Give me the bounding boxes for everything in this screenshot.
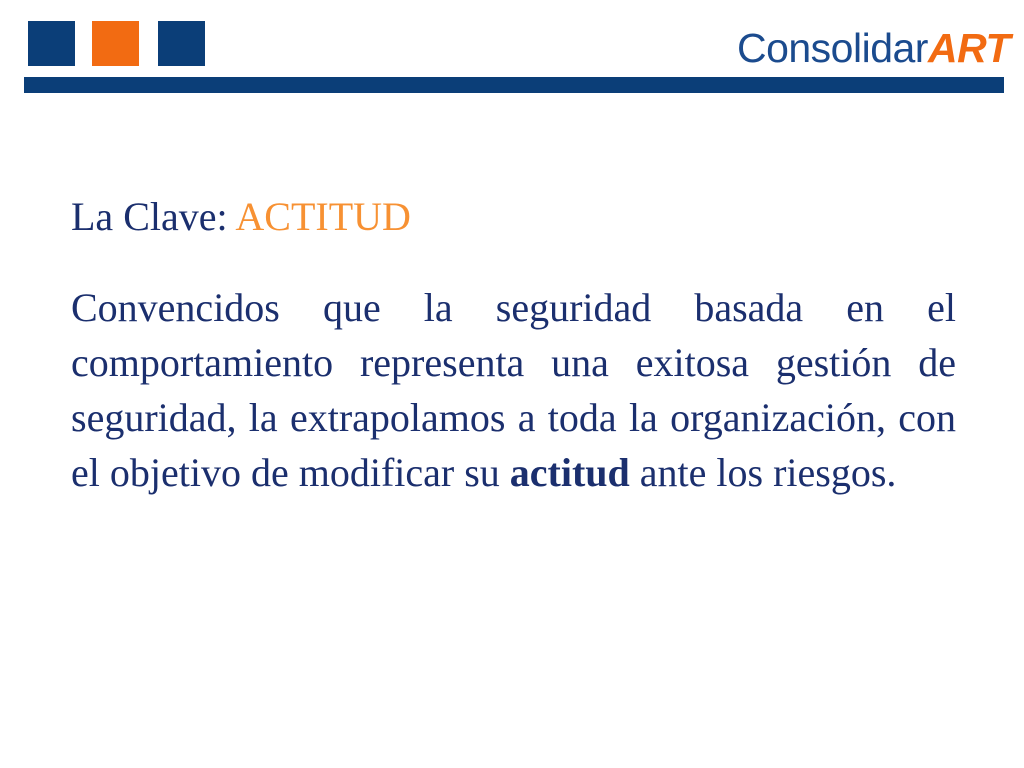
consolidar-art-logo bbox=[737, 24, 1010, 72]
decorative-square-orange bbox=[92, 21, 139, 66]
logo-text-main: Consolidar bbox=[736, 25, 928, 71]
logo-text-accent: ART bbox=[927, 25, 1010, 71]
body-text-end: ante los riesgos. bbox=[629, 450, 897, 495]
header-bar bbox=[24, 77, 1004, 93]
heading-prefix: La Clave: bbox=[71, 194, 236, 239]
slide-body-text bbox=[71, 280, 956, 500]
body-text-main: Convencidos que la seguridad basada en el comportamiento representa una exitosa gestión de seguridad, la extrapolamos a toda la organización, con el objetivo de modificar su bbox=[71, 285, 956, 495]
heading-accent: ACTITUD bbox=[235, 194, 411, 239]
body-text-bold: actitud bbox=[509, 450, 630, 495]
slide-heading bbox=[71, 193, 411, 241]
decorative-square-blue-left bbox=[28, 21, 75, 66]
decorative-square-blue-right bbox=[158, 21, 205, 66]
